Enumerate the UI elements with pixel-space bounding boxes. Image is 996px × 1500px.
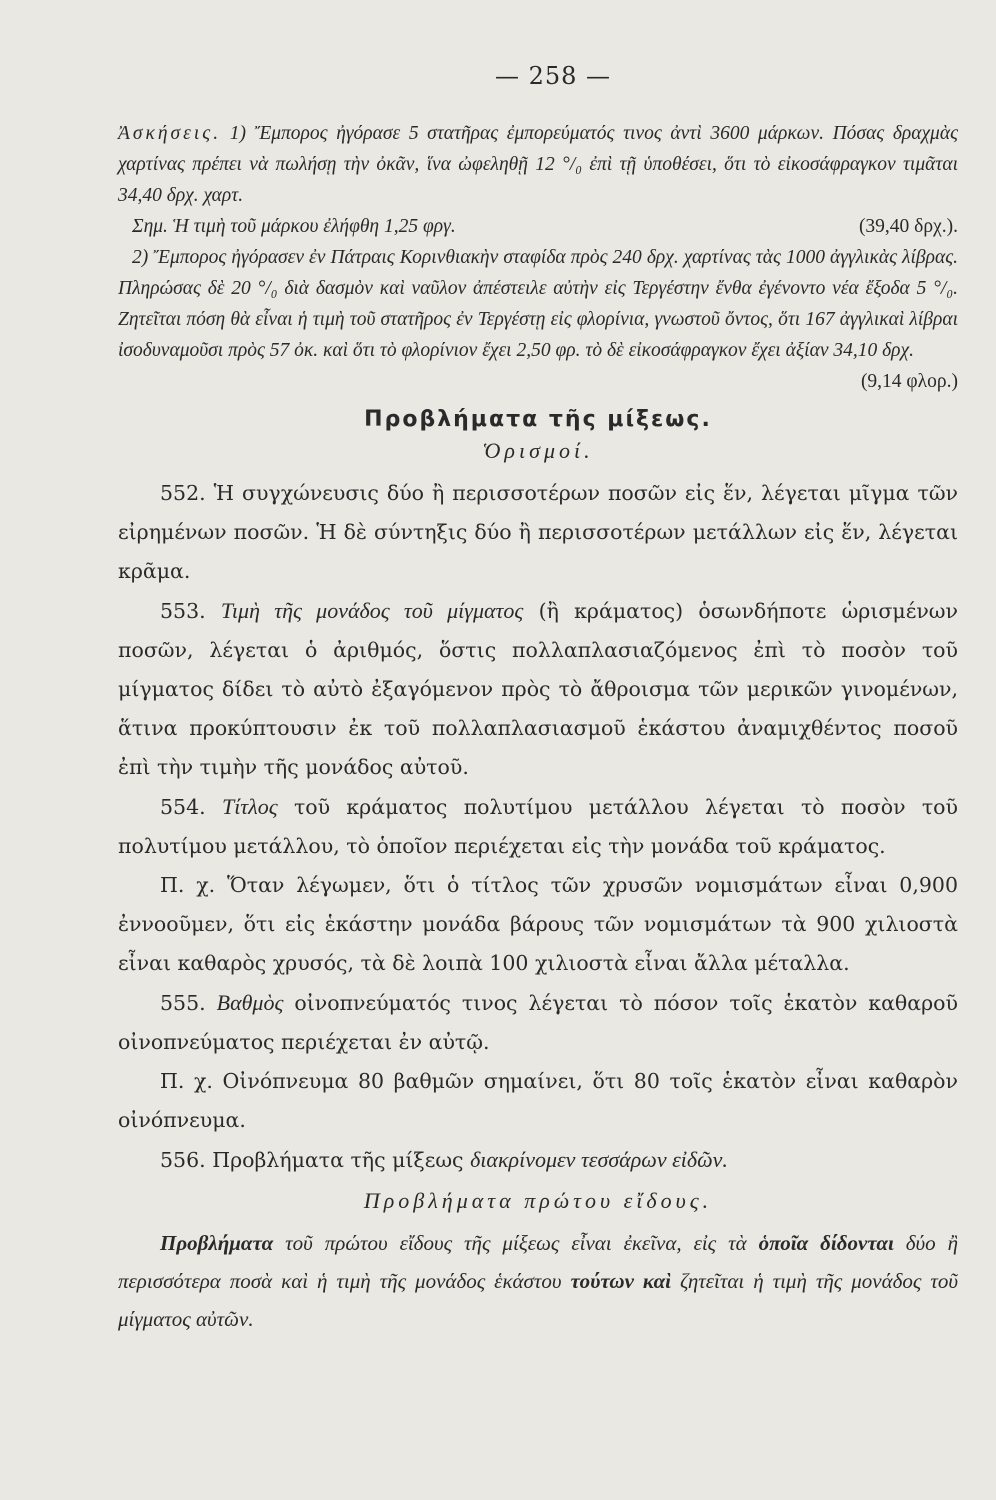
first-kind-bold-b: τούτων καὶ bbox=[570, 1269, 672, 1293]
exercise-1-note: Σημ. Ἡ τιμὴ τοῦ μάρκου ἐλήφθη 1,25 φργ. bbox=[132, 216, 456, 237]
section-title: Προβλήματα τῆς μίξεως. bbox=[364, 407, 712, 432]
first-kind-text-b: δύο ἢ περισσότερα ποσὰ καὶ ἡ τιμὴ τῆς μονάδος ἑκάστου bbox=[118, 1231, 959, 1293]
first-kind-title: Προβλήματα πρώτου εἴδους. bbox=[363, 1188, 713, 1213]
defined-term: Τίτλος bbox=[221, 794, 278, 819]
paragraph-556 bbox=[118, 1140, 958, 1180]
paragraph-text: οἰνοπνεύματός τινος λέγεται τὸ πόσον τοῖς ἑκατὸν καθαροῦ οἰνοπνεύματος περιέχεται ἐν αὐτῷ. bbox=[118, 991, 958, 1054]
paragraph-number: 555. bbox=[160, 991, 206, 1015]
paragraph-552 bbox=[118, 474, 958, 591]
defined-term: Βαθμὸς bbox=[216, 990, 284, 1015]
first-kind-body bbox=[118, 1224, 958, 1338]
paragraph-number: 556. bbox=[160, 1148, 206, 1172]
paragraph-text: Προβλήματα τῆς μίξεως bbox=[212, 1148, 464, 1172]
page-number: — 258 — bbox=[494, 62, 612, 90]
paragraph-text: τοῦ κράματος πολυτίμου μετάλλου λέγεται τὸ ποσὸν τοῦ πολυτίμου μετάλλου, τὸ ὁποῖον περιέχεται εἰς τὴν μονάδα τοῦ κράματος. bbox=[118, 795, 958, 858]
defined-term: Τιμὴ τῆς μονάδος τοῦ μίγματος bbox=[220, 598, 524, 623]
first-kind-bold-a: ὁποῖα δίδονται bbox=[758, 1231, 894, 1255]
first-kind-paragraph bbox=[118, 1224, 958, 1338]
exercise-1 bbox=[118, 118, 958, 211]
paragraph-text: Ἡ συγχώνευσις δύο ἢ περισσοτέρων ποσῶν εἰς ἕν, λέγεται μῖγμα τῶν εἰρημένων ποσῶν. Ἡ δὲ σύντηξις δύο ἢ περισσοτέρων μετάλλων εἰς ἕν, λέγεται κρᾶμα. bbox=[118, 481, 958, 583]
definitions-title: Ὁρισμοί. bbox=[482, 438, 594, 463]
paragraph-text: (ἢ κράματος) ὁσωνδήποτε ὡρισμένων ποσῶν, λέγεται ὁ ἀριθμός, ὅστις πολλαπλασιαζόμενος ἐπὶ τὸ ποσὸν τοῦ μίγματος δίδει τὸ αὐτὸ ἐξαγόμενον πρὸς τὸ ἄθροισμα τῶν μερικῶν γινομένων, ἅτινα προκύπτουσιν ἐκ τοῦ πολλαπλασιασμοῦ ἑκάστου ἀναμιχθέντος ποσοῦ ἐπὶ τὴν τιμὴν τῆς μονάδος αὐτοῦ. bbox=[118, 599, 958, 779]
exercise-1-note-line bbox=[118, 211, 958, 242]
exercise-1-text: 1) Ἔμπορος ἠγόρασε 5 στατῆρας ἐμπορεύματός τινος ἀντὶ 3600 μάρκων. Πόσας δραχμὰς χαρτίνας πρέπει νὰ πωλήσῃ τὴν ὀκᾶν, ἵνα ὠφεληθῇ 12 °/₀ ἐπὶ τῇ ὑποθέσει, ὅτι τὸ εἰκοσάφραγκον τιμᾶται 34,40 δρχ. χαρτ. bbox=[118, 123, 958, 206]
exercise-2 bbox=[118, 242, 958, 397]
paragraph-number: 552. bbox=[160, 481, 206, 505]
paragraph-555-example: Π. χ. Οἰνόπνευμα 80 βαθμῶν σημαίνει, ὅτι 80 τοῖς ἑκατὸν εἶναι καθαρὸν οἰνόπνευμα. bbox=[118, 1069, 958, 1132]
paragraph-number: 553. bbox=[160, 599, 206, 623]
paragraph-text-italic: διακρίνομεν τεσσάρων εἰδῶν. bbox=[470, 1147, 728, 1172]
first-kind-text-a: τοῦ πρώτου εἴδους τῆς μίξεως εἶναι ἐκεῖνα, εἰς τὰ bbox=[285, 1231, 747, 1255]
first-kind-lead: Προβλήματα bbox=[160, 1231, 274, 1255]
exercises-block bbox=[118, 118, 958, 397]
first-kind-text-c: ζητεῖται ἡ τιμὴ τῆς μονάδος τοῦ μίγματος αὐτῶν. bbox=[118, 1269, 959, 1331]
exercise-2-answer: (9,14 φλορ.) bbox=[860, 371, 958, 392]
paragraph-554 bbox=[118, 787, 958, 866]
paragraph-553 bbox=[118, 591, 958, 787]
definitions-body bbox=[118, 474, 958, 1180]
paragraph-number: 554. bbox=[160, 795, 206, 819]
paragraph-555 bbox=[118, 983, 958, 1062]
paragraph-554-example: Π. χ. Ὅταν λέγωμεν, ὅτι ὁ τίτλος τῶν χρυσῶν νομισμάτων εἶναι 0,900 ἐννοοῦμεν, ὅτι εἰς ἑκάστην μονάδα βάρους τῶν νομισμάτων τὰ 900 χιλιοστὰ εἶναι καθαρὸς χρυσός, τὰ δὲ λοιπὰ 100 χιλιοστὰ εἶναι ἄλλα μέταλλα. bbox=[118, 873, 958, 975]
exercises-heading: Ἀσκήσεις. bbox=[118, 123, 222, 144]
exercise-2-text: 2) Ἔμπορος ἠγόρασεν ἐν Πάτραις Κορινθιακὴν σταφίδα πρὸς 240 δρχ. χαρτίνας τὰς 1000 ἀγγλικὰς λίβρας. Πληρώσας δὲ 20 °/₀ διὰ δασμὸν καὶ ναῦλον ἀπέστειλε αὐτὴν εἰς Τεργέστην ἔνθα ἐγένοντο νέα ἔξοδα 5 °/₀. Ζητεῖται πόση θὰ εἶναι ἡ τιμὴ τοῦ στατῆρος ἐν Τεργέστῃ εἰς φλορίνια, γνωστοῦ ὄντος, ὅτι 167 ἀγγλικαὶ λίβραι ἰσοδυναμοῦσι πρὸς 57 ὀκ. καὶ ὅτι τὸ φλορίνιον ἔχει 2,50 φρ. τὸ δὲ εἰκοσάφραγκον ἔχει ἀξίαν 34,10 δρχ. bbox=[118, 247, 958, 361]
exercise-1-answer: (39,40 δρχ.). bbox=[858, 216, 958, 237]
